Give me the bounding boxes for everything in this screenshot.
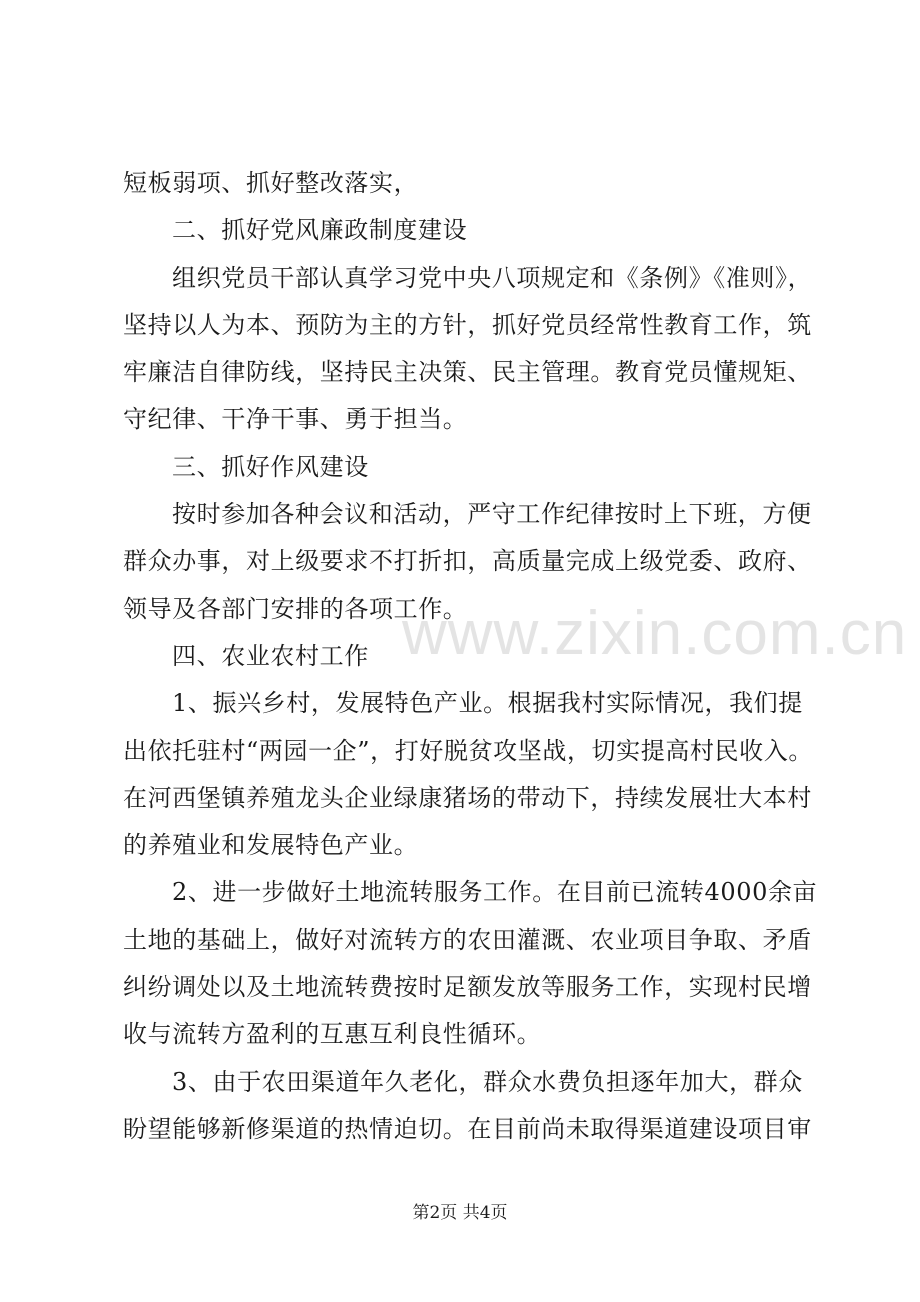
text-line: 四、农业农村工作 [172, 641, 369, 670]
text-line: 2、进一步做好土地流转服务工作。在目前已流转4000余亩 [172, 878, 818, 907]
text-line: 坚持以人为本、预防为主的方针，抓好党员经常性教育工作，筑 [123, 310, 812, 339]
text-line: 收与流转方盈利的互惠互利良性循环。 [123, 1020, 542, 1049]
text-line: 二、抓好党风廉政制度建设 [172, 216, 468, 245]
text-line: 组织党员干部认真学习党中央八项规定和《条例》《准则》， [172, 263, 813, 292]
page-footer: 第2页 共4页 [412, 1203, 508, 1223]
document-body [123, 160, 818, 1153]
text-line: 的养殖业和发展特色产业。 [123, 831, 419, 860]
text-line: 守纪律、干净干事、勇于担当。 [123, 405, 468, 434]
text-line: 1、振兴乡村，发展特色产业。根据我村实际情况，我们提 [172, 689, 803, 718]
text-line: 纠纷调处以及土地流转费按时足额发放等服务工作，实现村民增 [123, 973, 812, 1002]
text-line: 3、由于农田渠道年久老化，群众水费负担逐年加大，群众 [172, 1067, 803, 1096]
text-line: 按时参加各种会议和活动，严守工作纪律按时上下班，方便 [172, 500, 812, 529]
text-line: 土地的基础上，做好对流转方的农田灌溉、农业项目争取、矛盾 [123, 925, 812, 954]
text-line: 牢廉洁自律防线，坚持民主决策、民主管理。教育党员懂规矩、 [123, 358, 812, 387]
text-line: 群众办事，对上级要求不打折扣，高质量完成上级党委、政府、 [123, 547, 812, 576]
text-line: 三、抓好作风建设 [172, 452, 369, 481]
text-line: 盼望能够新修渠道的热情迫切。在目前尚未取得渠道建设项目审 [123, 1114, 812, 1143]
text-line: 短板弱项、抓好整改落实， [123, 169, 419, 197]
text-line: 在河西堡镇养殖龙头企业绿康猪场的带动下，持续发展壮大本村 [123, 783, 812, 812]
watermark-text: www.zixin.com.cn [402, 599, 908, 668]
text-line: 领导及各部门安排的各项工作。 [123, 594, 468, 623]
text-line: 出依托驻村“两园一企”，打好脱贫攻坚战，切实提高村民收入。 [123, 736, 813, 765]
